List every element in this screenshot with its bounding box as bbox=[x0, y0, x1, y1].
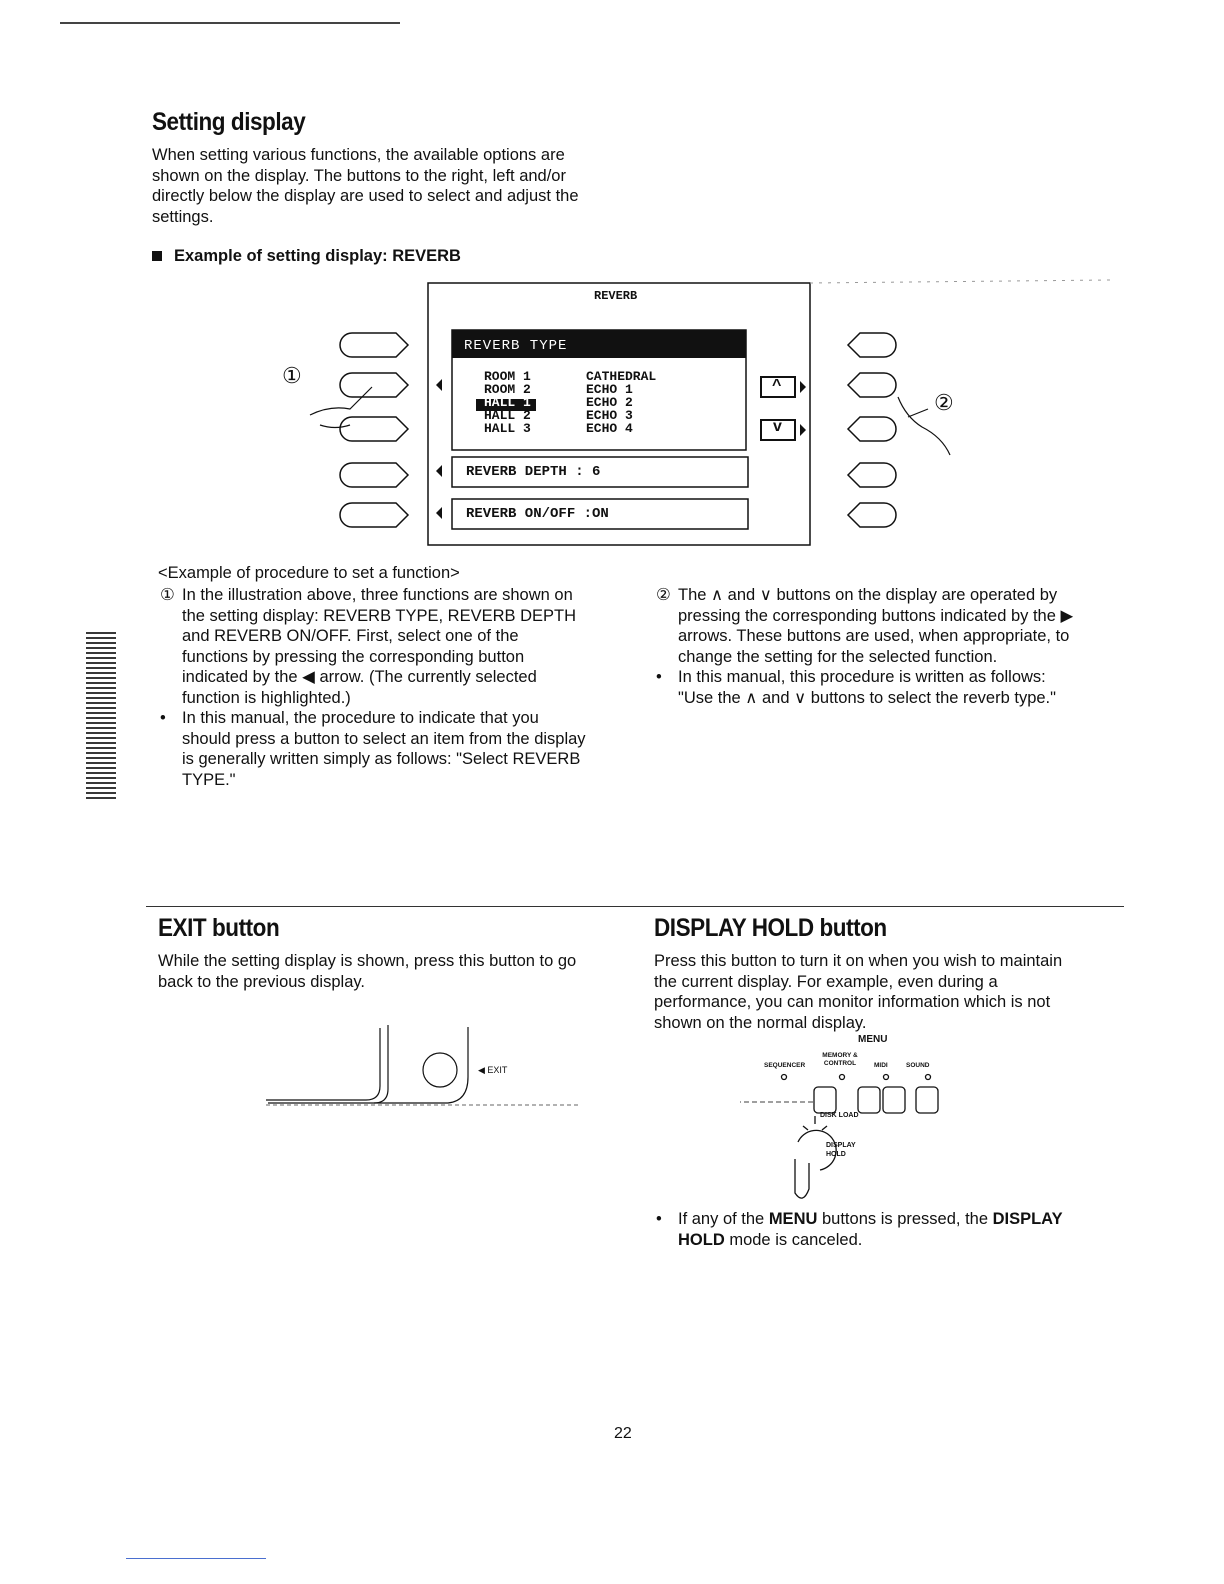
reverb-type-panel-title: REVERB TYPE bbox=[464, 338, 568, 354]
reverb-type-list-col1 bbox=[484, 370, 531, 435]
reverb-type-item[interactable]: ECHO 2 bbox=[586, 395, 633, 410]
disk-load-label: DISK LOAD bbox=[820, 1112, 859, 1119]
marker-2: ② bbox=[934, 390, 954, 415]
bullet-dot-icon: • bbox=[656, 1210, 662, 1228]
setting-display-intro: When setting various functions, the available options are shown on the display. The buttons to the right, left and/or directly below the display are used to select and adjust the settings. bbox=[152, 146, 579, 226]
reverb-type-item[interactable]: HALL 2 bbox=[484, 408, 531, 423]
marker-1: ① bbox=[282, 363, 302, 388]
display-hold-svg bbox=[740, 1034, 970, 1214]
menu-button-label-sound: SOUND bbox=[906, 1062, 930, 1069]
reverb-type-item-selected[interactable]: HALL 1 bbox=[484, 395, 531, 410]
menu-button-label-midi: MIDI bbox=[874, 1062, 888, 1069]
procedure-heading: <Example of procedure to set a function> bbox=[158, 564, 460, 582]
step2-marker: ② bbox=[656, 586, 671, 604]
menu-button-sequencer[interactable] bbox=[814, 1087, 836, 1113]
menu-button-sound[interactable] bbox=[916, 1087, 938, 1113]
reverb-type-item[interactable]: ECHO 3 bbox=[586, 408, 633, 423]
reverb-type-list-col2 bbox=[586, 370, 656, 435]
section-heading-display-hold-button: DISPLAY HOLD button bbox=[654, 914, 887, 942]
exit-button-text: While the setting display is shown, press this button to go back to the previous display. bbox=[158, 952, 577, 991]
left-button-group bbox=[340, 333, 408, 527]
reverb-type-item[interactable]: ROOM 2 bbox=[484, 382, 531, 397]
section-heading-exit-button: EXIT button bbox=[158, 914, 280, 942]
down-button[interactable]: v bbox=[773, 418, 782, 435]
display-hold-text: Press this button to turn it on when you wish to maintain the current display. For example, even during a performance, you can monitor information which is not shown on the normal display. bbox=[654, 952, 1063, 1032]
step1-bullet: • In this manual, the procedure to indicate that you should press a button to select an item from the display is generally written simply as follows: "Select REVERB TYPE." bbox=[160, 709, 586, 789]
step1-block bbox=[158, 585, 586, 790]
reverb-type-item[interactable]: ECHO 4 bbox=[586, 421, 633, 436]
page-number: 22 bbox=[614, 1425, 632, 1442]
bottom-rule bbox=[126, 1558, 266, 1559]
top-rule bbox=[60, 22, 400, 24]
example-heading: Example of setting display: REVERB bbox=[152, 247, 461, 266]
reverb-onoff-label[interactable]: REVERB ON/OFF :ON bbox=[466, 506, 609, 522]
exit-diagram-svg bbox=[260, 1025, 590, 1115]
bullet-dot-icon: • bbox=[656, 668, 662, 686]
reverb-depth-label[interactable]: REVERB DEPTH : 6 bbox=[466, 464, 601, 480]
menu-button-memory-control[interactable] bbox=[858, 1087, 880, 1113]
reverb-type-item[interactable]: HALL 3 bbox=[484, 421, 531, 436]
step2-bullet: • In this manual, this procedure is written as follows: "Use the ∧ and ∨ buttons to select the reverb type." bbox=[656, 668, 1056, 707]
section-heading-setting-display: Setting display bbox=[152, 108, 306, 136]
display-hold-diagram bbox=[740, 1034, 970, 1214]
up-button[interactable]: ^ bbox=[772, 377, 782, 394]
menu-label: MENU bbox=[858, 1034, 888, 1045]
display-title: REVERB bbox=[594, 289, 638, 303]
reverb-type-item[interactable]: ROOM 1 bbox=[484, 369, 531, 384]
menu-button-label-sequencer: SEQUENCER bbox=[764, 1062, 806, 1069]
display-hold-label-2: HOLD bbox=[826, 1151, 846, 1158]
reverb-type-item[interactable]: ECHO 1 bbox=[586, 382, 633, 397]
display-hold-label-1: DISPLAY bbox=[826, 1142, 856, 1149]
menu-button-midi[interactable] bbox=[883, 1087, 905, 1113]
margin-index-marks bbox=[86, 632, 116, 802]
section-divider bbox=[146, 906, 1124, 907]
step2-paragraph: ② The ∧ and ∨ buttons on the display are operated by pressing the corresponding buttons indicated by the ▶ arrows. These buttons are used, when appropriate, to change the setting for the selected function. bbox=[656, 586, 1074, 666]
square-bullet-icon bbox=[152, 251, 162, 261]
display-hold-note: • If any of the MENU buttons is pressed, the DISPLAY HOLD mode is canceled. bbox=[656, 1210, 1063, 1249]
bullet-dot-icon: • bbox=[160, 709, 166, 727]
step2-block bbox=[654, 585, 1084, 708]
step1-marker: ① bbox=[160, 586, 175, 604]
reverb-type-item[interactable]: CATHEDRAL bbox=[586, 369, 657, 384]
reverb-diagram bbox=[280, 275, 1120, 550]
step1-paragraph: ① In the illustration above, three functions are shown on the setting display: REVERB TYPE, REVERB DEPTH and REVERB ON/OFF. First, select one of the functions by pressing the corresponding button indicated by the ◀ arrow. (The currently selected function is highlighted.) bbox=[160, 586, 577, 707]
right-button-group bbox=[848, 333, 896, 527]
exit-diagram bbox=[260, 1025, 590, 1115]
exit-label: ◀ EXIT bbox=[478, 1065, 508, 1075]
menu-button-label-memory: MEMORY & CONTROL bbox=[822, 1052, 858, 1067]
reverb-diagram-svg bbox=[280, 275, 1120, 550]
exit-button-icon[interactable] bbox=[423, 1053, 457, 1087]
